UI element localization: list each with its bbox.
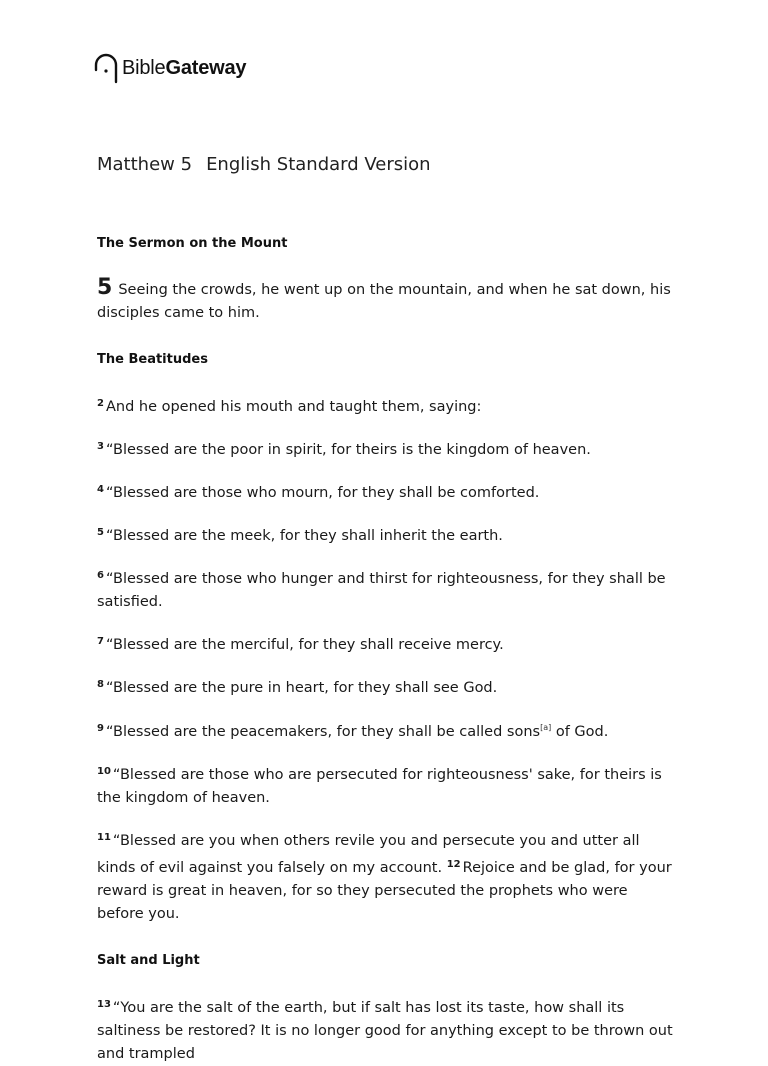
verse-text: “Blessed are the meek, for they shall inherit the earth.: [105, 528, 503, 544]
verse-number: 9: [97, 723, 104, 734]
passage-text: [97, 234, 677, 1066]
verse-2: [97, 392, 677, 419]
biblegateway-hook-icon: [92, 52, 120, 84]
verse-number: 5: [97, 527, 104, 538]
verse-11: [97, 826, 677, 926]
passage-reference: Matthew 5: [97, 154, 193, 175]
verse-number: 13: [97, 999, 111, 1010]
verse-text: “Blessed are the pure in heart, for they shall see God.: [105, 680, 498, 696]
verse-text: “Blessed are those who mourn, for they shall be comforted.: [105, 485, 540, 501]
verse-9: [97, 716, 677, 744]
section-heading-beatitudes: The Beatitudes: [97, 352, 208, 367]
verse-text: And he opened his mouth and taught them, saying:: [105, 399, 482, 415]
verse-10: [97, 760, 677, 810]
verse-text-continued: of God.: [551, 724, 609, 740]
verse-text: Seeing the crowds, he went up on the mountain, and when he sat down, his disciples came to him.: [97, 282, 671, 321]
verse-text: “You are the salt of the earth, but if salt has lost its taste, how shall its saltiness be restored? It is no longer good for anything except to be thrown out and trampled: [97, 1000, 673, 1062]
biblegateway-logo[interactable]: [92, 52, 246, 84]
logo-name-bold: Gateway: [165, 57, 247, 79]
logo-name-light: Bible: [122, 57, 166, 79]
verse-number: 8: [97, 679, 104, 690]
verse-number: 7: [97, 636, 104, 647]
verse-text: Rejoice and be glad, for your reward is great in heaven, for so they persecuted the prophets who were before you.: [97, 860, 672, 922]
verse-text: “Blessed are those who hunger and thirst for righteousness, for they shall be satisfied.: [97, 571, 666, 610]
verse-number: 2: [97, 398, 104, 409]
section-heading-salt-light: Salt and Light: [97, 953, 200, 968]
verse-5: [97, 521, 677, 548]
logo-wordmark: [122, 52, 246, 84]
passage-version: English Standard Version: [206, 154, 431, 175]
verse-number: 3: [97, 441, 104, 452]
passage-title: [97, 154, 431, 175]
verse-number: 12: [446, 859, 461, 870]
verse-text: “Blessed are you when others revile you and persecute you and utter all kinds of evil against you falsely on my account.: [97, 833, 640, 876]
verse-8: [97, 673, 677, 700]
verse-text: “Blessed are those who are persecuted for righteousness' sake, for theirs is the kingdom of heaven.: [97, 767, 662, 806]
verse-text: “Blessed are the poor in spirit, for theirs is the kingdom of heaven.: [105, 442, 591, 458]
verse-6: [97, 564, 677, 614]
verse-7: [97, 630, 677, 657]
verse-1: [97, 276, 677, 325]
chapter-number: 5: [97, 275, 113, 300]
verse-number: 4: [97, 484, 104, 495]
verse-3: [97, 435, 677, 462]
verse-number: 11: [97, 832, 111, 843]
verse-number: 6: [97, 570, 104, 581]
section-heading-sermon: The Sermon on the Mount: [97, 236, 288, 251]
verse-number: 10: [97, 766, 111, 777]
verse-13: [97, 993, 677, 1066]
footnote-link[interactable]: [a]: [540, 723, 552, 732]
verse-text: “Blessed are the peacemakers, for they shall be called sons: [105, 724, 541, 740]
verse-4: [97, 478, 677, 505]
verse-text: “Blessed are the merciful, for they shall receive mercy.: [105, 637, 504, 653]
